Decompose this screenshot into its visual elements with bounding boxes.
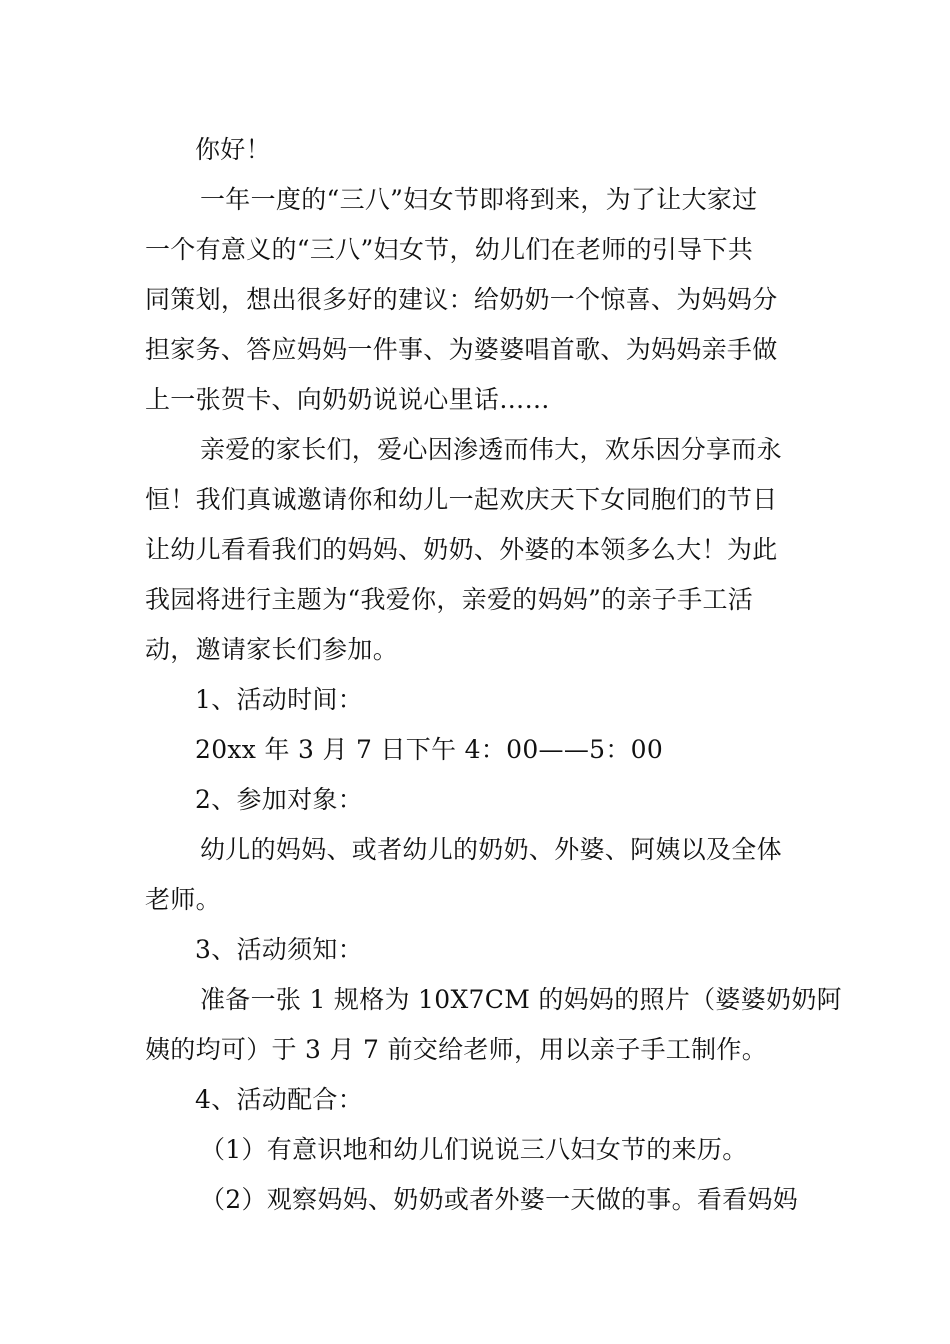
section2-title: 2、参加对象：	[195, 785, 364, 814]
section4-title: 4、活动配合：	[195, 1085, 364, 1114]
section3-content-line-1: 准备一张 1 规格为 10X7CM 的妈妈的照片（婆婆奶奶阿	[200, 985, 842, 1014]
paragraph1-line-2: 一个有意义的“三八”妇女节，幼儿们在老师的引导下共	[145, 235, 754, 264]
section2-content-line-1: 幼儿的妈妈、或者幼儿的奶奶、外婆、阿姨以及全体	[200, 835, 782, 864]
paragraph2-line-4: 我园将进行主题为“我爱你，亲爱的妈妈”的亲子手工活	[145, 585, 754, 614]
section3-content-line-2: 姨的均可）于 3 月 7 前交给老师，用以亲子手工制作。	[145, 1035, 768, 1064]
paragraph2-line-5: 动，邀请家长们参加。	[145, 635, 399, 664]
paragraph1-line-4: 担家务、答应妈妈一件事、为婆婆唱首歌、为妈妈亲手做	[145, 335, 778, 364]
section3-title: 3、活动须知：	[195, 935, 364, 964]
paragraph2-line-1: 亲爱的家长们，爱心因渗透而伟大，欢乐因分享而永	[200, 435, 782, 464]
paragraph1-line-3: 同策划，想出很多好的建议：给奶奶一个惊喜、为妈妈分	[145, 285, 778, 314]
paragraph2-line-2: 恒！我们真诚邀请你和幼儿一起欢庆天下女同胞们的节日	[145, 485, 778, 514]
greeting: 你好！	[195, 135, 271, 164]
section1-content: 20xx 年 3 月 7 日下午 4：00——5：00	[195, 735, 664, 764]
section4-item-2: （2）观察妈妈、奶奶或者外婆一天做的事。看看妈妈	[200, 1185, 799, 1214]
section4-item-1: （1）有意识地和幼儿们说说三八妇女节的来历。	[200, 1135, 748, 1164]
paragraph1-line-5: 上一张贺卡、向奶奶说说心里话……	[145, 385, 550, 414]
section1-title: 1、活动时间：	[195, 685, 364, 714]
section2-content-line-2: 老师。	[145, 885, 221, 914]
paragraph2-line-3: 让幼儿看看我们的妈妈、奶奶、外婆的本领多么大！为此	[145, 535, 778, 564]
paragraph1-line-1: 一年一度的“三八”妇女节即将到来，为了让大家过	[200, 185, 758, 214]
